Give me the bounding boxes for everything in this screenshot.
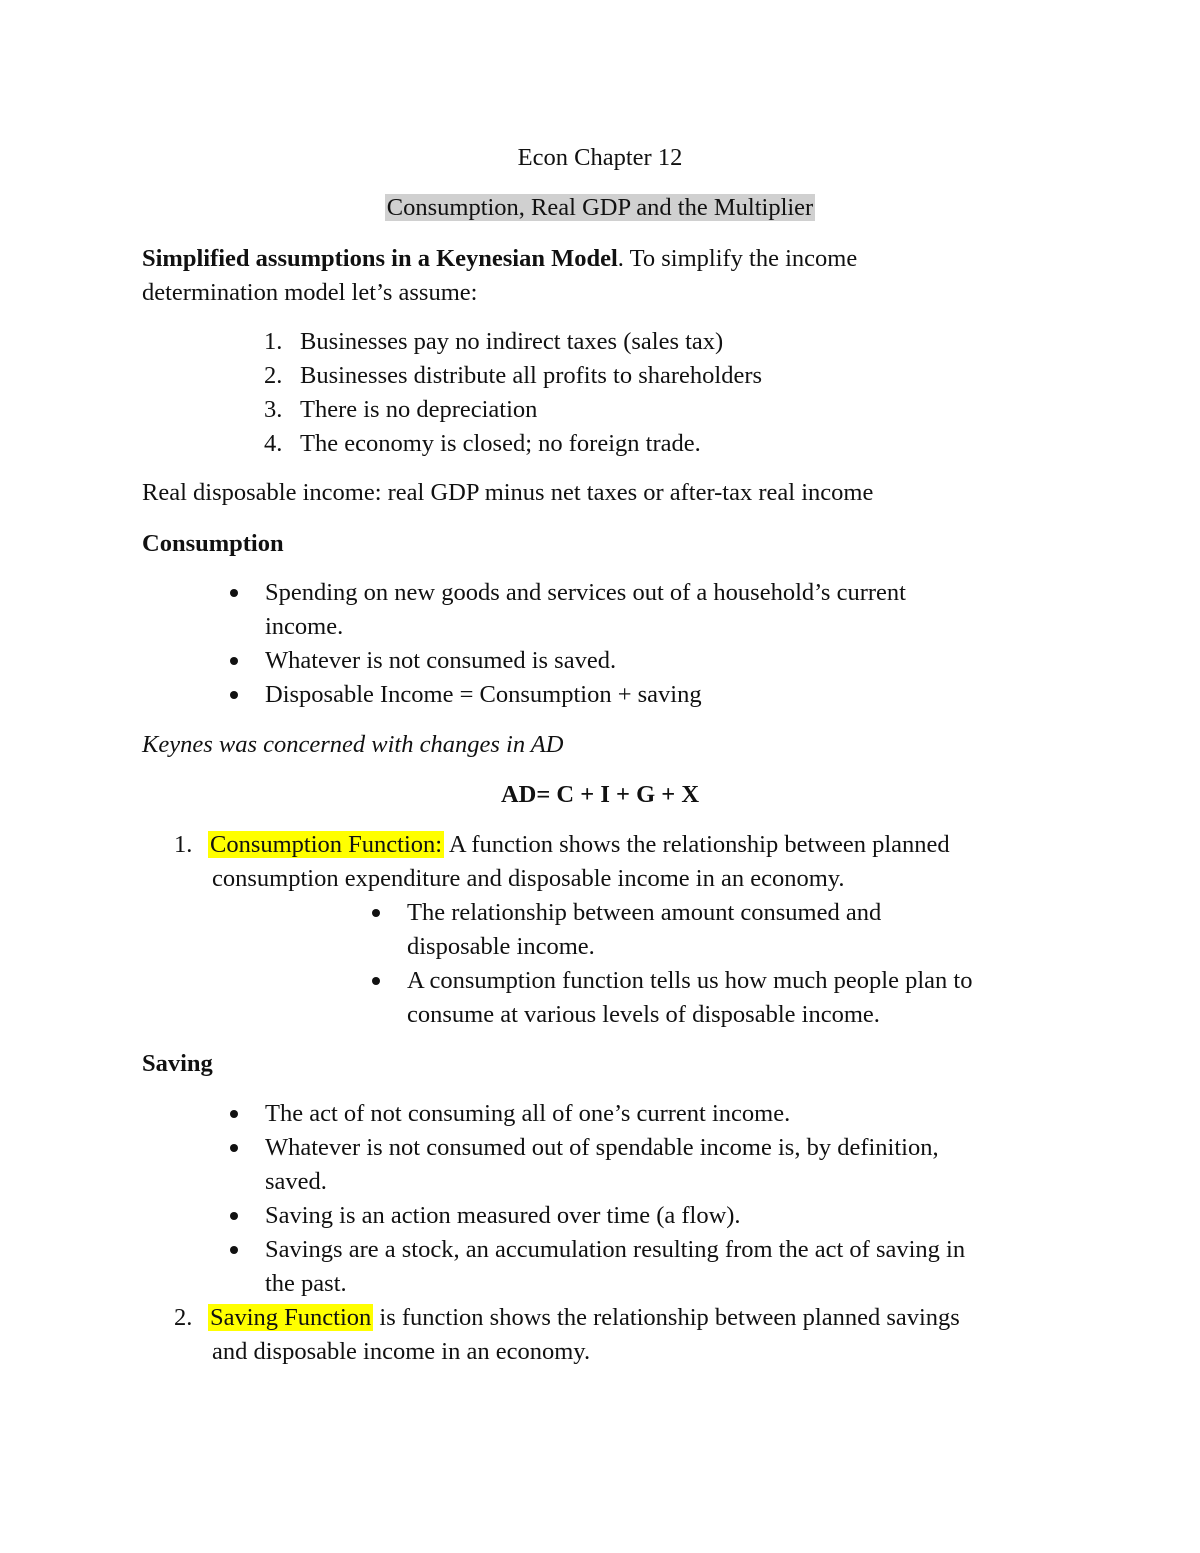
saving-heading: Saving bbox=[142, 1050, 213, 1077]
cf-number: 1. bbox=[174, 831, 193, 858]
consumption-bullet: Disposable Income = Consumption + saving bbox=[265, 681, 702, 708]
cf-bullet: The relationship between amount consumed and bbox=[407, 899, 882, 926]
saving-bullet: Saving is an action measured over time (a flow). bbox=[265, 1202, 741, 1229]
keynes-note: Keynes was concerned with changes in AD bbox=[142, 731, 564, 758]
assumption-item: The economy is closed; no foreign trade. bbox=[300, 430, 701, 457]
real-disposable-income: Real disposable income: real GDP minus net taxes or after-tax real income bbox=[142, 479, 874, 506]
assumption-number: 1. bbox=[264, 328, 283, 355]
cf-term: Consumption Function: bbox=[210, 831, 443, 858]
consumption-bullet-cont: income. bbox=[265, 613, 344, 640]
bullet-icon bbox=[230, 691, 238, 699]
ad-formula: AD= C + I + G + X bbox=[500, 781, 700, 808]
intro-rest: . To simplify the income bbox=[617, 245, 858, 272]
sf-line-2: and disposable income in an economy. bbox=[212, 1338, 591, 1365]
assumption-number: 2. bbox=[264, 362, 283, 389]
page-title: Econ Chapter 12 bbox=[517, 144, 683, 171]
assumption-number: 4. bbox=[264, 430, 283, 457]
bullet-icon bbox=[372, 909, 380, 917]
cf-bullet-cont: consume at various levels of disposable income. bbox=[407, 1001, 880, 1028]
saving-bullet-cont: saved. bbox=[265, 1168, 327, 1195]
sf-term: Saving Function bbox=[210, 1304, 372, 1331]
bullet-icon bbox=[230, 657, 238, 665]
cf-line-2: consumption expenditure and disposable income in an economy. bbox=[212, 865, 845, 892]
sf-number: 2. bbox=[174, 1304, 193, 1331]
intro-line-1 bbox=[142, 242, 857, 276]
consumption-bullet: Whatever is not consumed is saved. bbox=[265, 647, 617, 674]
saving-bullet: Whatever is not consumed out of spendable income is, by definition, bbox=[265, 1134, 939, 1161]
sf-line-1 bbox=[208, 1301, 960, 1335]
intro-line-2: determination model let’s assume: bbox=[142, 279, 478, 306]
bullet-icon bbox=[230, 1110, 238, 1118]
bullet-icon bbox=[230, 1212, 238, 1220]
bullet-icon bbox=[372, 977, 380, 985]
page-subtitle bbox=[0, 191, 1200, 225]
subtitle-highlight: Consumption, Real GDP and the Multiplier bbox=[386, 194, 814, 221]
saving-bullet: Savings are a stock, an accumulation resulting from the act of saving in bbox=[265, 1236, 966, 1263]
assumption-item: There is no depreciation bbox=[300, 396, 538, 423]
assumption-number: 3. bbox=[264, 396, 283, 423]
bullet-icon bbox=[230, 1144, 238, 1152]
cf-bullet-cont: disposable income. bbox=[407, 933, 595, 960]
bullet-icon bbox=[230, 589, 238, 597]
cf-bullet: A consumption function tells us how much people plan to bbox=[407, 967, 973, 994]
bullet-icon bbox=[230, 1246, 238, 1254]
sf-def-1: is function shows the relationship between planned savings bbox=[373, 1304, 960, 1331]
saving-bullet: The act of not consuming all of one’s current income. bbox=[265, 1100, 791, 1127]
consumption-heading: Consumption bbox=[142, 530, 284, 557]
cf-def-1: A function shows the relationship between planned bbox=[444, 831, 950, 858]
saving-bullet-cont: the past. bbox=[265, 1270, 347, 1297]
cf-line-1 bbox=[208, 828, 950, 862]
assumption-item: Businesses distribute all profits to shareholders bbox=[300, 362, 763, 389]
assumption-item: Businesses pay no indirect taxes (sales tax) bbox=[300, 328, 724, 355]
consumption-bullet: Spending on new goods and services out of a household’s current bbox=[265, 579, 906, 606]
intro-bold: Simplified assumptions in a Keynesian Model bbox=[142, 245, 618, 272]
